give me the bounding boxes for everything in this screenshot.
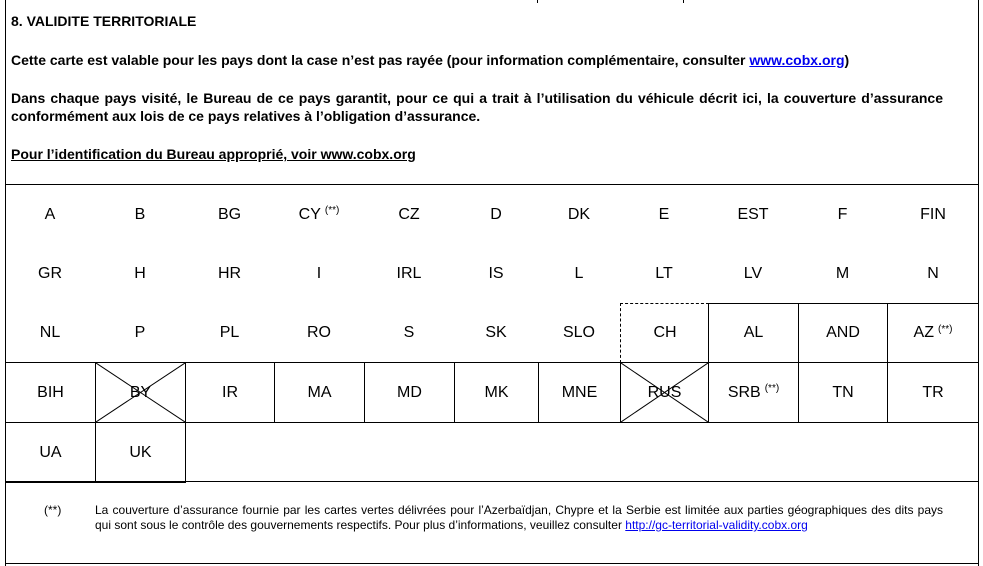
country-code: D — [490, 205, 502, 223]
territorial-validity-link[interactable]: http://gc-territorial-validity.cobx.org — [625, 518, 808, 532]
country-code: H — [134, 264, 146, 282]
country-cell — [274, 185, 364, 244]
country-code: IS — [488, 264, 504, 282]
validity-text: Cette carte est valable pour les pays dont la case n’est pas rayée (pour information complémentaire, consulter — [11, 52, 750, 68]
country-code: CZ — [398, 205, 420, 223]
country-code: MD — [397, 383, 422, 401]
country-code: MNE — [561, 383, 598, 401]
country-code: PL — [219, 323, 240, 341]
top-divider-tick — [683, 0, 684, 3]
country-code: LV — [743, 264, 763, 282]
country-code: IRL — [396, 264, 422, 282]
page-bottom-rule — [5, 563, 979, 564]
top-divider-tick — [537, 0, 538, 3]
section-heading: 8. VALIDITE TERRITORIALE — [11, 13, 197, 29]
country-code: F — [837, 205, 848, 223]
country-code: DK — [567, 205, 591, 223]
country-code: UA — [39, 443, 62, 461]
country-cell — [538, 362, 621, 423]
country-code: MA — [307, 383, 332, 401]
country-cell — [364, 185, 454, 244]
country-cell — [274, 244, 364, 303]
country-cell-crossed — [95, 362, 186, 423]
footnote-marker: (**) — [44, 503, 62, 517]
country-cell — [364, 303, 454, 362]
country-code: BY — [129, 383, 152, 401]
cobx-link[interactable]: www.cobx.org — [749, 52, 845, 68]
country-cell — [538, 244, 620, 303]
country-cell — [274, 362, 365, 423]
country-cell — [798, 303, 888, 363]
country-cell — [185, 185, 274, 244]
country-code: I — [316, 264, 322, 282]
country-code: S — [403, 323, 415, 341]
country-cell — [798, 244, 887, 303]
country-cell — [708, 244, 798, 303]
country-code: L — [574, 264, 584, 282]
country-cell — [95, 422, 186, 483]
country-code: NL — [39, 323, 61, 341]
country-code: P — [134, 323, 146, 341]
footnote-mark: (**) — [938, 323, 953, 335]
country-cell — [95, 303, 185, 362]
country-code: AZ — [913, 324, 934, 341]
country-code: BG — [217, 205, 242, 223]
country-code: M — [835, 264, 850, 282]
country-code: HR — [217, 264, 242, 282]
country-grid — [5, 185, 979, 482]
country-code: CY — [298, 205, 321, 223]
country-code: UK — [129, 443, 152, 461]
country-code: CH — [653, 324, 677, 341]
country-cell — [887, 185, 979, 244]
country-cell — [620, 185, 708, 244]
country-code: MK — [484, 383, 509, 401]
country-cell — [538, 185, 620, 244]
country-code: B — [134, 205, 146, 223]
country-code: SRB — [727, 383, 761, 401]
country-cell — [454, 185, 538, 244]
country-cell — [5, 185, 95, 244]
country-code: FIN — [920, 205, 946, 223]
country-cell — [5, 244, 95, 303]
country-cell — [887, 303, 979, 363]
country-cell — [95, 244, 185, 303]
country-cell — [454, 244, 538, 303]
country-code: BIH — [37, 383, 64, 401]
validity-paragraph — [11, 51, 943, 69]
bureau-identification-paragraph: Pour l’identification du Bureau approprié, voir www.cobx.org — [11, 146, 416, 162]
country-code: LT — [655, 264, 673, 282]
country-cell — [5, 362, 96, 423]
country-code: E — [658, 205, 670, 223]
country-cell — [364, 362, 455, 423]
country-code: AL — [743, 324, 764, 341]
country-cell — [5, 303, 95, 362]
country-code: RO — [307, 323, 331, 341]
country-cell — [708, 303, 799, 363]
country-cell — [454, 303, 538, 362]
country-cell — [185, 362, 275, 423]
country-cell — [887, 244, 979, 303]
country-code: SK — [485, 323, 507, 341]
country-cell — [708, 185, 798, 244]
country-code: A — [44, 205, 56, 223]
country-cell — [798, 185, 887, 244]
country-cell-dashed — [620, 303, 709, 363]
country-code: TR — [922, 383, 944, 401]
country-code: TN — [832, 383, 854, 401]
country-cell-crossed — [620, 362, 709, 423]
country-code: SLO — [562, 323, 595, 341]
country-cell — [798, 362, 888, 423]
footnote-mark: (**) — [324, 205, 340, 216]
country-cell — [185, 244, 274, 303]
country-cell — [454, 362, 539, 423]
country-cell — [364, 244, 454, 303]
country-cell — [538, 303, 620, 362]
country-cell — [620, 244, 708, 303]
bureau-guarantee-paragraph: Dans chaque pays visité, le Bureau de ce pays garantit, pour ce qui a trait à l’utilisation du véhicule décrit ici, la couverture d’assurance conformément aux lois de ce pays relatives à l’obligation d’assurance. — [11, 90, 943, 124]
country-code: RUS — [647, 383, 682, 401]
country-code: AND — [826, 324, 860, 341]
country-code: N — [927, 264, 939, 282]
country-cell — [274, 303, 364, 362]
validity-text-end: ) — [844, 52, 850, 68]
country-cell — [185, 303, 274, 362]
country-code: IR — [222, 383, 238, 401]
country-cell — [95, 185, 185, 244]
country-cell — [5, 422, 96, 483]
country-code: EST — [737, 205, 769, 223]
country-code: GR — [38, 264, 62, 282]
footnote-mark: (**) — [764, 383, 780, 394]
footnote-body: La couverture d’assurance fournie par les cartes vertes délivrées pour l’Azerbaïdjan, Chypre et la Serbie est limitée aux parties géographiques des dits pays qui sont sous le contrôle des gouvernements respectifs. Pour plus d’informations, veuillez consulter — [95, 503, 943, 532]
country-cell — [708, 362, 799, 423]
country-cell — [887, 362, 979, 423]
footnote-text — [95, 503, 943, 533]
grid-bottom-rule — [5, 481, 979, 482]
